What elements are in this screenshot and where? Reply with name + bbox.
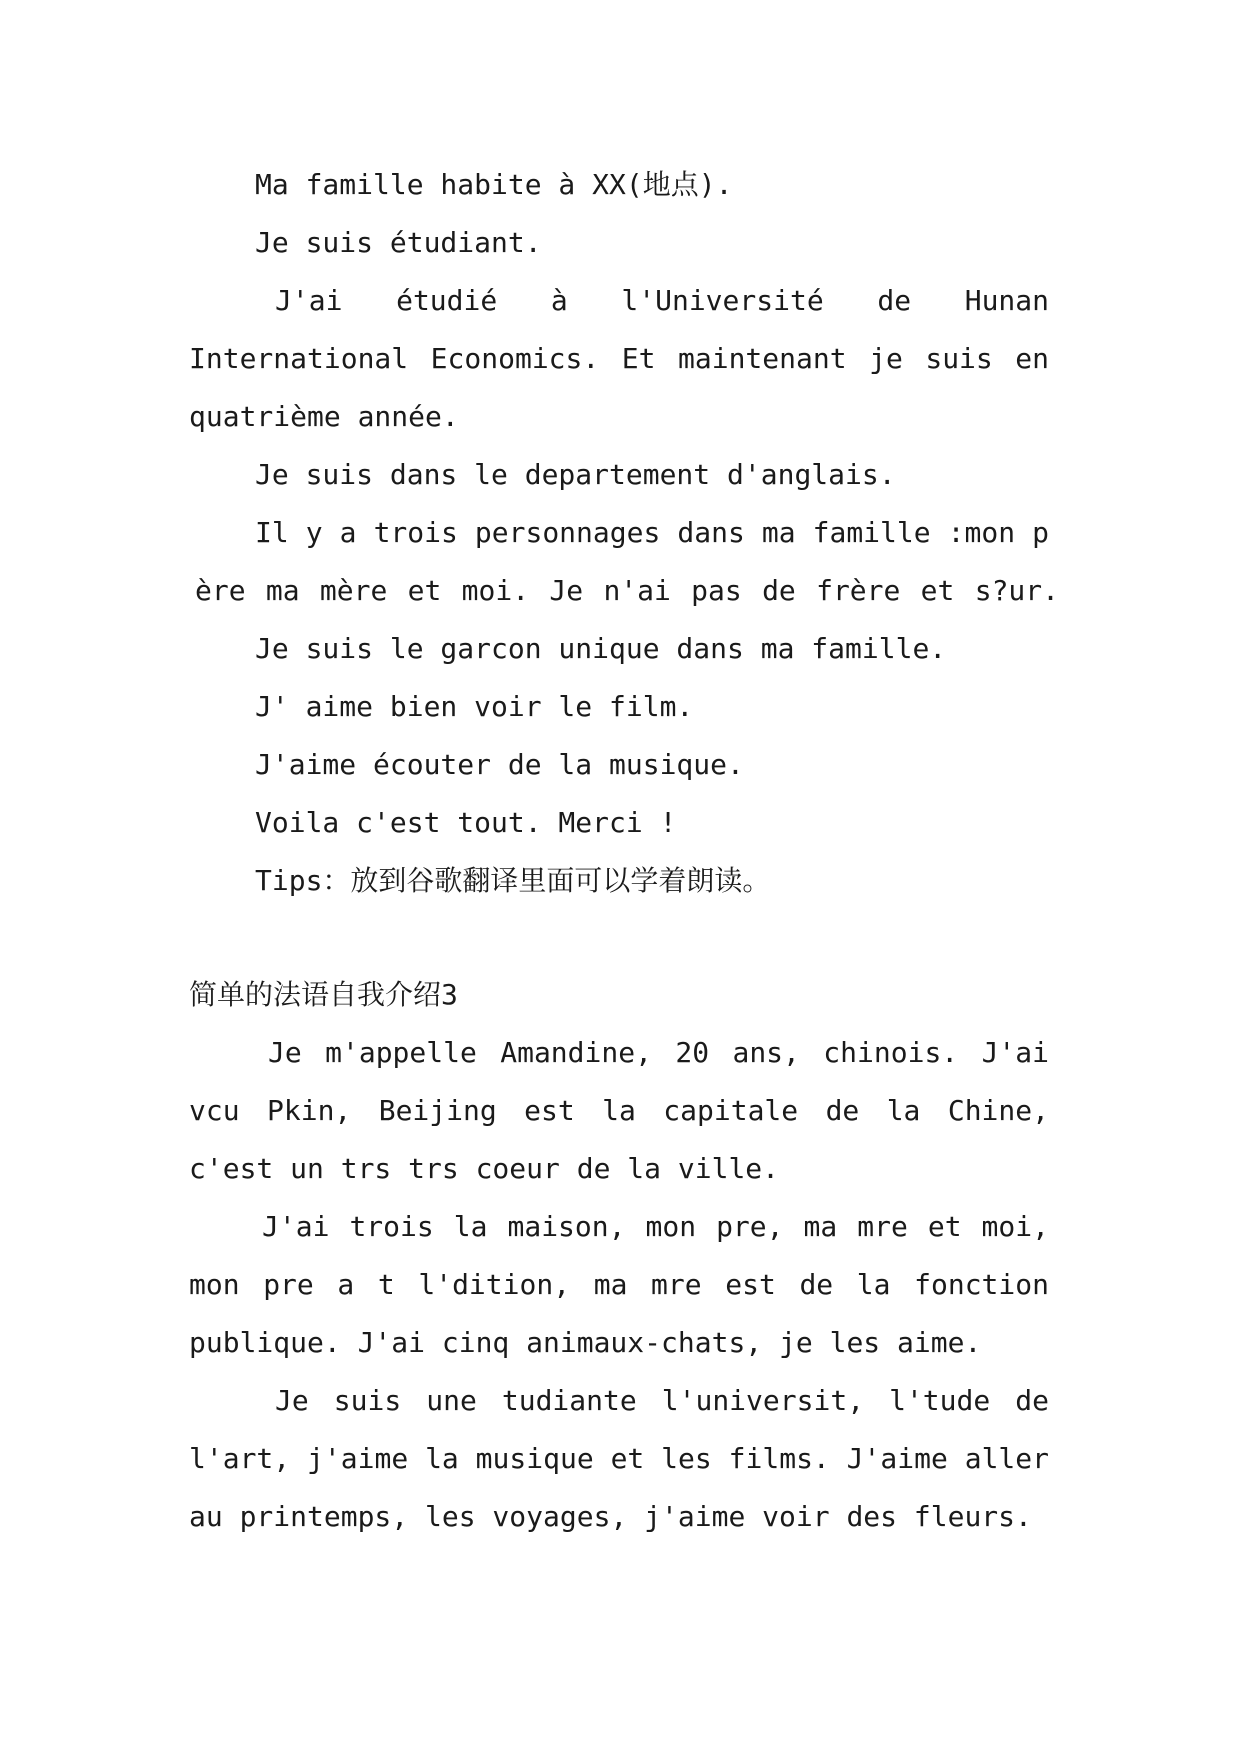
text-line: Je m'appelle Amandine, 20 ans, chinois. J'ai	[268, 1036, 1049, 1069]
text-line: quatrième année.	[189, 400, 459, 433]
text-line: publique. J'ai cinq animaux-chats, je les aime.	[189, 1326, 982, 1359]
text-line: Je suis une tudiante l'universit, l'tude de	[275, 1384, 1049, 1417]
text-line: ère ma mère et moi. Je n'ai pas de frère et s?ur.	[195, 574, 1059, 607]
text-line: au printemps, les voyages, j'aime voir des fleurs.	[189, 1500, 1032, 1533]
text-line: c'est un trs trs coeur de la ville.	[189, 1152, 780, 1185]
text-line: J'aime écouter de la musique.	[255, 748, 744, 781]
text-line: Je suis dans le departement d'anglais.	[255, 458, 896, 491]
text-line: J'ai étudié à l'Université de Hunan	[275, 284, 1049, 317]
text-line: l'art, j'aime la musique et les films. J'aime aller	[189, 1442, 1049, 1475]
text-line: Voila c'est tout. Merci !	[255, 806, 677, 839]
text-line: vcu Pkin, Beijing est la capitale de la Chine,	[189, 1094, 1049, 1127]
text-line: Il y a trois personnages dans ma famille :mon p	[255, 516, 1049, 549]
section-heading: 简单的法语自我介绍3	[189, 978, 458, 1011]
text-line: Je suis étudiant.	[255, 226, 542, 259]
text-line: International Economics. Et maintenant je suis en	[189, 342, 1049, 375]
text-line: Je suis le garcon unique dans ma famille.	[255, 632, 947, 665]
text-line: J'ai trois la maison, mon pre, ma mre et moi,	[262, 1210, 1049, 1243]
text-line: J' aime bien voir le film.	[255, 690, 694, 723]
text-line: mon pre a t l'dition, ma mre est de la fonction	[189, 1268, 1049, 1301]
text-line: Ma famille habite à XX(地点).	[255, 168, 733, 201]
text-line: Tips：放到谷歌翻译里面可以学着朗读。	[255, 864, 771, 897]
